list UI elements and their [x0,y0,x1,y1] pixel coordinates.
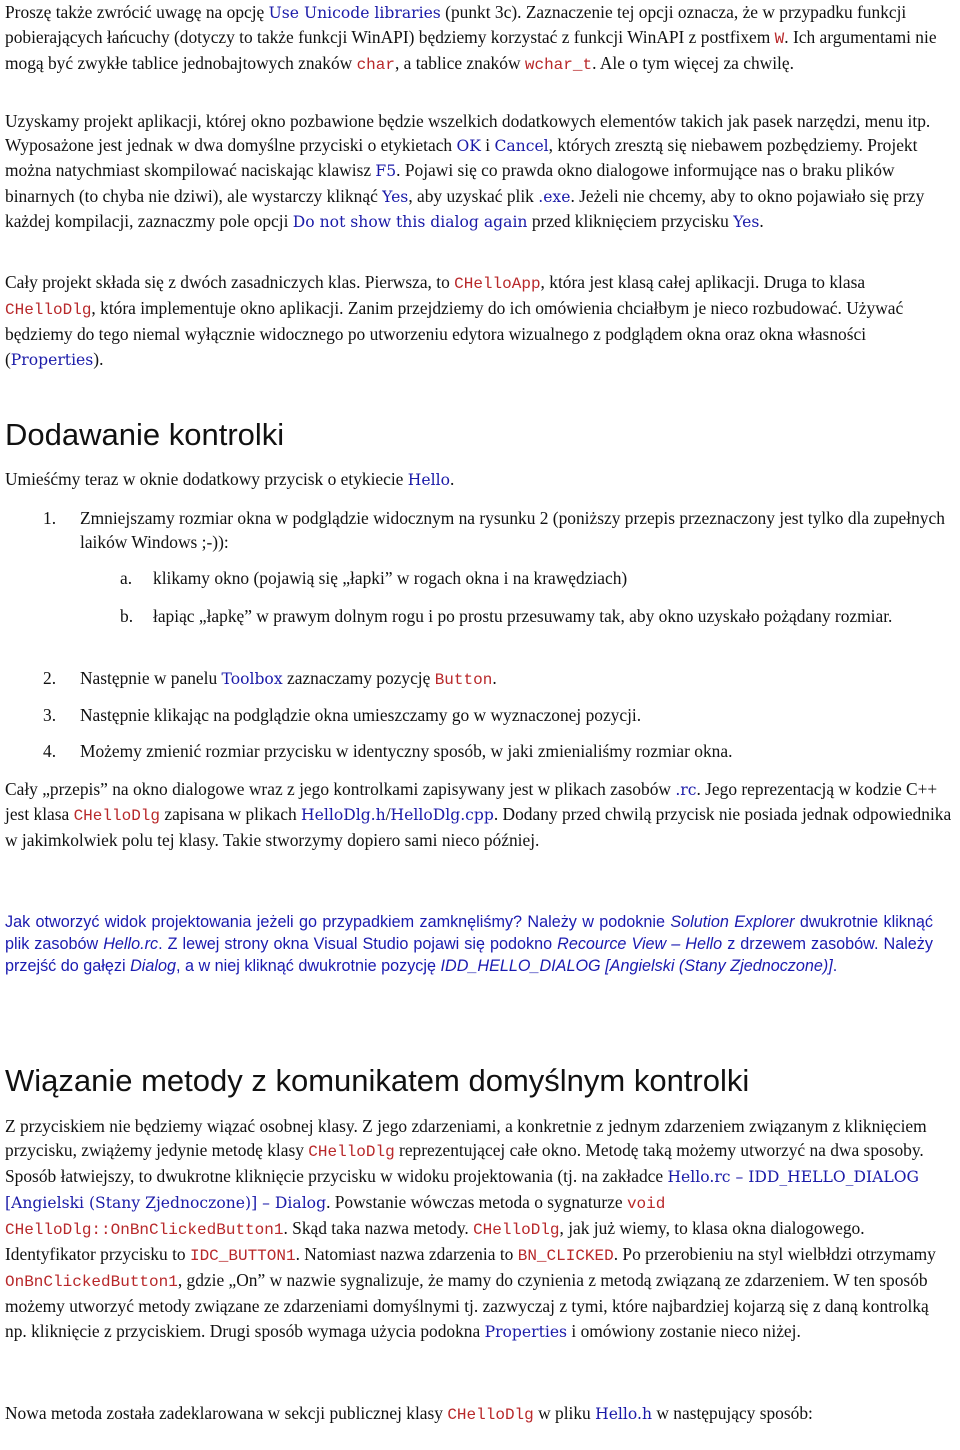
ui-term: Hello.rc [103,935,159,953]
list-text: Następnie klikając na podglądzie okna umieszczamy go w wyznaczonej pozycji. [80,705,642,725]
text: Jak otworzyć widok projektowania jeżeli go przypadkiem zamknęliśmy? Należy w podoknie [5,913,671,931]
ui-term: Yes [382,187,409,206]
ui-term: Hello [407,471,450,489]
text: . Z lewej strony okna Visual Studio pojawi się podokno [158,935,558,953]
list-item [5,703,957,727]
heading-binding-method: Wiązanie metody z komunikatem domyślnym kontrolki [5,1063,750,1098]
list-item [5,739,957,763]
info-note [5,911,933,977]
paragraph-project [5,109,957,234]
text: Umieśćmy teraz w oknie dodatkowy przycisk o etykiecie [5,469,408,489]
text: , a w niej kliknąć dwukrotnie pozycję [175,957,441,975]
code-term: IDC_BUTTON1 [189,1247,296,1266]
text: Nowa metoda została zadeklarowana w sekcji publicznej klasy [5,1403,448,1423]
ui-term: Properties [484,1322,568,1341]
code-term: Button [434,671,493,689]
paragraph-unicode-option [5,0,953,78]
text: , która jest klasą całej aplikacji. Druga to klasa [540,272,866,292]
code-term: CHelloApp [454,275,541,293]
ui-term: HelloDlg.h [301,806,386,825]
text: . Jeżeli nie chcemy, aby to okno pojawiało się przy każdej kompilacji, zaznaczmy pole opcji [5,185,925,231]
list-text: łapiąc „łapkę” w prawym dolnym rogu i po prostu przesuwamy tak, aby okno uzyskało pożądany rozmiar. [153,606,893,626]
code-term: OnBnClickedButton1 [5,1273,178,1292]
ui-term: Toolbox [221,670,283,688]
text: Uzyskamy projekt aplikacji, której okno pozbawione będzie wszelkich dodatkowych elementów takich jak pasek narzędzi, menu itp. Wyposażone jest jednak w dwa domyślne przyciski o etykietach [5,111,931,156]
text: i [480,135,495,156]
ui-term: Use Unicode libraries [268,4,441,22]
ui-term: Properties [10,350,94,369]
ui-term: Cancel [494,137,549,156]
text: zapisana w plikach [160,804,302,825]
text: , która implementuje okno aplikacji. Zanim przejdziemy do ich omówienia chciałbym je nieco rozbudować. Używać będziemy do tego niemal wyłącznie widocznego po utworzeniu edytora wizualnego z podglądem okna oraz okna własności ( [5,298,904,369]
ui-term: Yes [733,212,760,231]
text: Proszę także zwrócić uwagę na opcję [5,2,269,22]
code-term: W [774,30,785,49]
text: w pliku [533,1403,596,1423]
text: . Ale o tym więcej za chwilę. [592,53,794,74]
text: (punkt 3c). Zaznaczenie tej opcji oznacza, że w przypadku funkcji pobierających łańcuchy (dotyczy to także funkcji WinAPI) będziemy korzystać z funkcji WinAPI z postfixem [5,2,907,48]
ui-term: .exe [538,187,571,206]
text: Następnie w panelu [80,668,222,688]
text: , których zresztą się niebawem pozbędziemy. Projekt można natychmiast skompilować naciskając klawisz [5,135,918,181]
code-term: CHelloDlg [5,301,92,320]
code-term: wchar_t [524,56,593,75]
list-number: 4. [43,741,57,761]
list-letter: a. [120,568,133,588]
text: . Ich argumentami nie mogą być zwykłe tablice jednobajtowych znaków [5,27,937,74]
text: , gdzie „On” w nazwie sygnalizuje, że mamy do czynienia z metodą związaną ze zdarzeniem. W ten sposób możemy utworzyć metody związane ze zdarzeniami domyślnymi tj. zazwyczaj z tymi, które najbardziej kojarzą się z daną kontrolką np. kliknięcie z przyciskiem. Drugi sposób wymaga użycia podokna [5,1270,929,1341]
text: / [385,804,391,825]
list-number: 1. [43,508,57,528]
text: , aby uzyskać plik [408,185,539,206]
text: Z przyciskiem nie będziemy wiązać osobnej klasy. Z jego zdarzeniami, a konkretnie z jednym zdarzeniem związanym z kliknięciem przycisku, zwiążemy jedynie metodę klasy [5,1116,927,1161]
text: , a tablice znaków [394,53,525,74]
ui-term: Recource View – Hello [557,935,723,953]
text: i omówiony zostanie nieco niżej. [567,1320,801,1341]
text: przed kliknięciem przycisku [527,210,734,231]
code-term: char [356,56,395,75]
text: z drzewem zasobów. Należy przejść do gałęzi [5,935,933,975]
list-text: Możemy zmienić rozmiar przycisku w identyczny sposób, w jaki zmienialiśmy rozmiar okna. [80,741,733,761]
text: ). [93,348,104,369]
text: . Powstanie wówczas metoda o sygnaturze [326,1191,627,1212]
text: . [759,210,764,231]
list-text [80,666,957,692]
text: . [449,469,455,489]
paragraph-resources [5,777,957,853]
list-text: Zmniejszamy rozmiar okna w podglądzie widocznym na rysunku 2 (poniższy przepis przeznaczony jest tylko dla zupełnych laików Windows ;-)): [80,508,945,553]
text: w następujący sposób: [652,1403,813,1423]
text: Cały projekt składa się z dwóch zasadniczych klas. Pierwsza, to [5,272,455,292]
text: . [832,957,838,975]
code-term: CHelloDlg [473,1220,560,1239]
ui-term: HelloDlg.cpp [390,806,494,825]
text: , jak już wiemy, to klasa okna dialogowego. Identyfikator przycisku to [5,1217,865,1265]
ui-term: .rc [675,781,697,799]
text: dwukrotnie kliknąć plik zasobów [5,913,933,953]
ui-term: F5 [375,162,397,181]
code-term: BN_CLICKED [517,1247,614,1266]
list-item [5,506,957,554]
paragraph-declaration [5,1401,945,1427]
list-item [5,666,957,692]
ui-term: Hello.h [595,1405,653,1423]
ui-term: IDD_HELLO_DIALOG [Angielski (Stany Zjednoczone)] [440,957,833,975]
text: Cały „przepis” na okno dialogowe wraz z jego kontrolkami zapisywany jest w plikach zasobów [5,779,676,799]
heading-adding-control: Dodawanie kontrolki [5,417,285,452]
list-letter: b. [120,606,134,626]
paragraph-classes [5,270,957,372]
paragraph-add-button [5,467,957,492]
text: . [492,668,497,688]
list-item [5,604,957,628]
code-term: void CHelloDlg::OnBnClickedButton1 [5,1194,666,1239]
code-term: CHelloDlg [447,1406,534,1424]
text: . Dodany przed chwilą przycisk nie posiada jednak odpowiednika w jakimkolwiek polu tej klasy. Takie stworzymy dopiero sami nieco później. [5,804,952,851]
ui-term: Do not show this dialog again [292,212,528,231]
text: zaznaczamy pozycję [282,668,435,688]
text: . Po przerobieniu na styl wielbłdzi otrzymamy [613,1244,936,1265]
code-term: CHelloDlg [308,1143,395,1162]
ui-term: Hello.rc – IDD_HELLO_DIALOG [Angielski (Stany Zjednoczone)] – Dialog [5,1168,919,1212]
code-term: CHelloDlg [73,807,160,826]
text: . Natomiast nazwa zdarzenia to [295,1244,518,1265]
paragraph-binding [5,1114,950,1344]
ui-term: OK [456,137,481,156]
text: . Jego reprezentacją w kodzie C++ jest klasa [5,779,938,825]
list-item [5,566,957,590]
ui-term: Dialog [130,957,176,975]
text: . Skąd taka nazwa metody. [283,1217,474,1238]
text: reprezentującej całe okno. Metodę taką możemy utworzyć na dwa sposoby. Sposób łatwiejszy, to dwukrotne kliknięcie przycisku w widoku projektowania (tj. na zakładce [5,1140,924,1187]
text: . Pojawi się co prawda okno dialogowe informujące nas o braku plików binarnych (to chyba nie dziwi), ale wystarczy kliknąć [5,160,895,206]
list-text: klikamy okno (pojawią się „łapki” w rogach okna i na krawędziach) [153,568,628,588]
ui-term: Solution Explorer [670,913,795,931]
list-number: 2. [43,668,57,688]
list-number: 3. [43,705,57,725]
